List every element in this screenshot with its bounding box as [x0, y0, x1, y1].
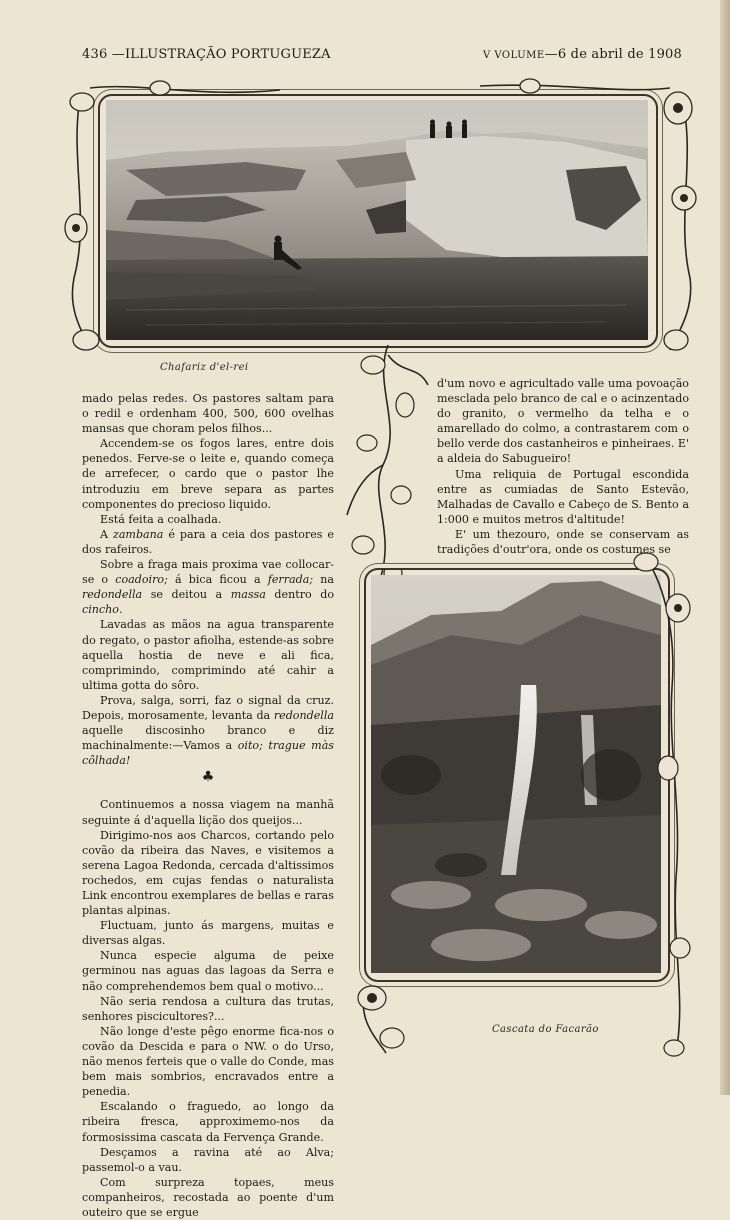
paragraph: mado pelas redes. Os pastores saltam para o redil e ordenham 400, 500, 600 ovelhas mansas que choram pelos filhos...: [82, 392, 334, 436]
volume-label: V VOLUME: [482, 50, 545, 61]
header-dash: —: [111, 47, 125, 62]
italic-term: ferrada;: [267, 573, 314, 587]
paragraph: [82, 527, 334, 557]
paragraph: Dirigimo-nos aos Charcos, cortando pelo covão da ribeira das Naves, e visitemos a serena Lagoa Redonda, cercada d'altissimos rochedos, em cujas fendas o naturalista Link encontrou exemplares de bellas e raras plantas alpinas.: [82, 828, 334, 918]
paragraph: [82, 693, 334, 768]
italic-term: zambana: [112, 527, 164, 541]
running-header: [82, 47, 682, 67]
page-edge: [720, 0, 730, 1095]
paragraph: Está feita a coalhada.: [100, 512, 222, 526]
text-column-left: [82, 391, 334, 1220]
paragraph: Fluctuam, junto ás margens, muitas e diversas algas.: [82, 919, 334, 948]
italic-term: massa: [230, 588, 266, 602]
paragraph: Accendem-se os fogos lares, entre dois penedos. Ferve-se o leite e, quando começa de arrefecer, o cardo que o pastor lhe introduziu em breve separa as partes componentes do precioso liquido.: [82, 437, 334, 511]
text-run: A: [100, 527, 113, 541]
paragraph: d'um novo e agricultado valle uma povoação mesclada pelo branco de cal e o acinzentado do granito, o vermelho da telha e o amarellado do colmo, a contrastarem com o bello verde dos castanheiros e pinheiraes. E' a aldeia do Sabugueiro!: [437, 377, 690, 466]
text-run: .: [118, 603, 123, 617]
italic-term: redondella: [273, 708, 334, 722]
text-run: á bica ficou a: [167, 573, 268, 587]
paragraph: Nunca especie alguma de peixe germinou nas aguas das lagoas da Serra e não comprehendemos bem qual o motivo...: [82, 949, 334, 993]
paragraph: Escalando o fraguedo, ao longo da ribeira fresca, approximemo-nos da formosissima cascata da Fervença Grande.: [82, 1100, 334, 1144]
header-dash-2: —: [544, 47, 558, 62]
section-separator: ♣: [201, 769, 215, 786]
paragraph: [82, 557, 334, 617]
text-run: se deitou a: [142, 588, 231, 602]
text-run: Sobre a fraga mais proxima vae collocar-se o: [82, 558, 334, 587]
page-number: 436: [82, 47, 108, 62]
header-right: [483, 47, 682, 62]
paragraph: Não longe d'este pêgo enorme fica-nos o covão da Descida e para o NW. o do Urso, não menos ferteis que o valle do Conde, mas bem mais sombrios, encravados entre a penedia.: [82, 1024, 334, 1099]
header-left: [82, 47, 331, 62]
italic-term: oito; trague màs côlhada!: [82, 739, 334, 768]
paragraph: E' um thezouro, onde se conservam as tradições d'outr'ora, onde os costumes se: [437, 527, 689, 557]
paragraph: Com surpreza topaes, meus companheiros, recostada ao poente d'um outeiro que se ergue: [82, 1175, 334, 1219]
text-run: é para a ceia dos pastores e dos rafeiros.: [82, 527, 334, 556]
publication-title: ILLUSTRAÇÃO PORTUGUEZA: [124, 47, 331, 62]
paragraph: Desçamos a ravina até ao Alva; passemol-o a vau.: [82, 1145, 334, 1174]
paragraph: Uma reliquia de Portugal escondida entre as cumiadas de Santo Estevão, Malhadas de Cavallo e Cabeço de S. Bento a 1:000 e muitos metros d'altitude!: [437, 467, 689, 526]
italic-term: cincho: [82, 603, 119, 617]
text-run: aquelle discosinho branco e diz machinalmente:—Vamos a: [82, 724, 334, 753]
bottom-frame-floral-ornament: [346, 548, 694, 1063]
text-column-right: [437, 376, 689, 557]
italic-term: coadoiro;: [115, 573, 168, 587]
top-frame-floral-ornament: [60, 78, 700, 363]
italic-term: redondella: [82, 588, 143, 602]
text-run: dentro do: [265, 588, 334, 602]
text-run: na: [313, 573, 334, 587]
bottom-photo-caption: Cascata do Facarão: [492, 1024, 599, 1035]
issue-date: 6 de abril de 1908: [557, 47, 682, 62]
paragraph: Não seria rendosa a cultura das trutas, senhores piscicultores?...: [82, 994, 334, 1023]
paragraph: Continuemos a nossa viagem na manhã seguinte á d'aquella lição dos queijos...: [82, 798, 334, 827]
paragraph: Lavadas as mãos na agua transparente do regato, o pastor afiolha, estende-as sobre aquella hostia de neve e ali fica, comprimindo, comprimindo até cahir a ultima gotta do sôro.: [82, 618, 334, 692]
top-photo-caption: Chafariz d'el-rei: [160, 362, 249, 373]
text-run: Prova, salga, sorri, faz o signal da cruz. Depois, morosamente, levanta da: [82, 693, 334, 722]
